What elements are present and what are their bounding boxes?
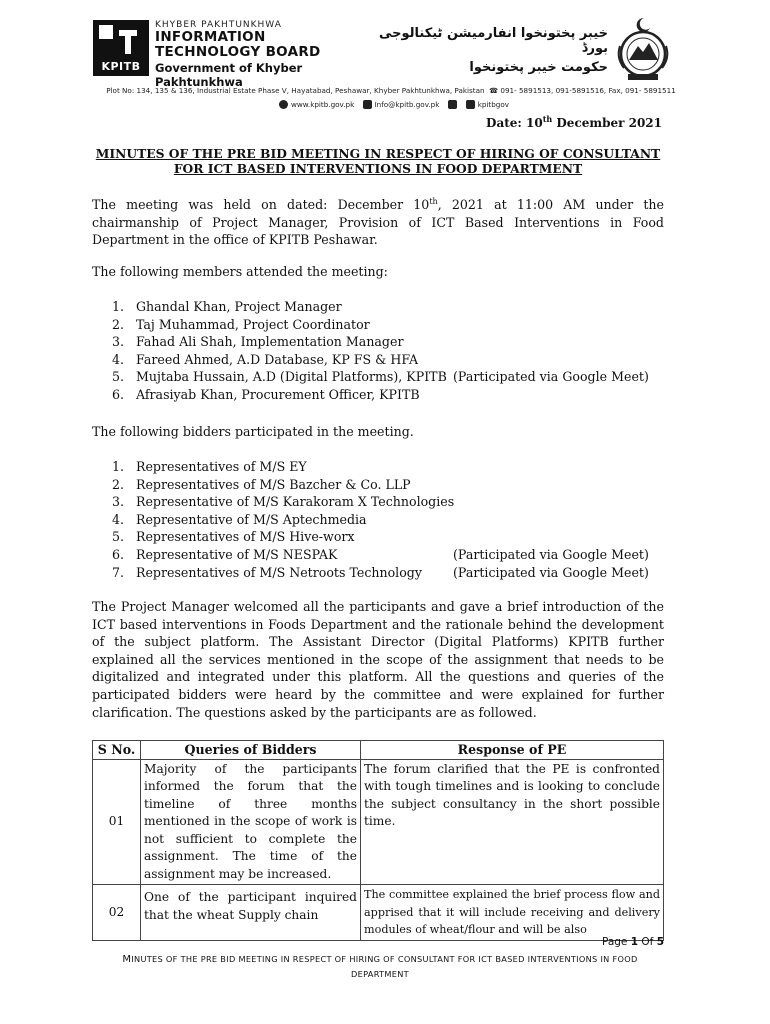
bidder-item xyxy=(112,476,672,494)
list-number: 6. xyxy=(112,546,125,562)
kpitb-logo-text: KPITB xyxy=(101,60,141,73)
page-of: Of xyxy=(638,936,657,948)
list-number: 5. xyxy=(112,529,125,545)
phone-icon: ☎ xyxy=(486,86,499,95)
row-response: The committee explained the brief process flow and apprised that it will include receiving and delivery modules of wheat/flour and will be also xyxy=(361,885,664,941)
list-number: 7. xyxy=(112,564,125,580)
list-text: Representative of M/S NESPAK xyxy=(136,546,338,562)
row-response: The forum clarified that the PE is confronted with tough timelines and is looking to conclude the subject consultancy in the short possible time. xyxy=(361,759,664,885)
list-text: Fareed Ahmed, A.D Database, KP FS & HFA xyxy=(136,351,419,367)
intro-text-2: , 2021 at 11:00 AM under the chairmanship of Project Manager, Provision of ICT Based Interventions in Food Department in the office of KPITB Peshawar. xyxy=(92,197,664,248)
intro-paragraph xyxy=(92,193,664,249)
facebook-icon xyxy=(448,100,457,109)
page-total: 5 xyxy=(656,936,664,948)
address-text: Plot No: 134, 135 & 136, Industrial Estate Phase V, Hayatabad, Peshawar, Khyber Pakhtunkhwa, Pakistan xyxy=(106,86,485,95)
date-suffix: th xyxy=(542,114,553,124)
kpitb-logo xyxy=(93,20,149,76)
bidder-item xyxy=(112,493,672,511)
list-text: Taj Muhammad, Project Coordinator xyxy=(136,316,370,332)
kp-government-emblem xyxy=(614,16,672,82)
list-text: Representatives of M/S EY xyxy=(136,459,307,474)
bidders-heading: The following bidders participated in the meeting. xyxy=(92,424,414,439)
list-number: 5. xyxy=(112,369,125,385)
table-header-row xyxy=(93,741,664,760)
footer-text: INUTES OF THE PRE BID MEETING IN RESPECT OF HIRING OF CONSULTANT FOR ICT BASED INTERVENTIONS IN FOOD DEPARTMENT xyxy=(131,954,638,979)
list-number: 4. xyxy=(112,511,125,527)
list-number: 2. xyxy=(112,316,125,332)
list-text: Mujtaba Hussain, A.D (Digital Platforms), KPITB xyxy=(136,369,447,385)
address-line xyxy=(96,86,686,95)
members-list xyxy=(112,298,672,404)
urdu-org-name: خیبر پختونخوا انفارمیشن ٹیکنالوجی بورڈ xyxy=(378,26,608,56)
list-text: Afrasiyab Khan, Procurement Officer, KPITB xyxy=(136,386,420,402)
member-item xyxy=(112,386,672,404)
list-number: 1. xyxy=(112,459,125,474)
members-heading: The following members attended the meeting: xyxy=(92,264,388,279)
list-text: Fahad Ali Shah, Implementation Manager xyxy=(136,334,404,350)
email-link[interactable]: Info@kpitb.gov.pk xyxy=(374,100,440,109)
mail-icon xyxy=(363,100,372,109)
list-text: Representative of M/S Aptechmedia xyxy=(136,511,367,527)
participation-note: (Participated via Google Meet) xyxy=(453,369,649,385)
bidder-item xyxy=(112,511,672,529)
bidders-list xyxy=(112,458,672,581)
date-label: Date: 10 xyxy=(486,116,543,130)
bidder-item xyxy=(112,528,672,546)
footer-first-letter: M xyxy=(122,954,132,965)
contact-line xyxy=(96,100,686,109)
list-text: Representatives of M/S Bazcher & Co. LLP xyxy=(136,476,411,492)
row-query: Majority of the participants informed the forum that the timeline of three months mentioned in the scope of work is not sufficient to complete the assignment. The time of the assignment may be increased. xyxy=(141,759,361,885)
header-sno: S No. xyxy=(93,741,141,760)
org-name-line2: TECHNOLOGY BOARD xyxy=(155,44,321,60)
org-region: KHYBER PAKHTUNKHWA xyxy=(155,20,282,30)
header-response: Response of PE xyxy=(361,741,664,760)
list-number: 4. xyxy=(112,351,125,367)
list-text: Representatives of M/S Netroots Technology xyxy=(136,564,422,580)
member-item xyxy=(112,368,672,386)
queries-table xyxy=(92,740,664,941)
intro-sup: th xyxy=(429,197,438,206)
list-text: Representatives of M/S Hive-worx xyxy=(136,529,355,545)
page-footer xyxy=(100,952,660,982)
letterhead-logo-block xyxy=(93,20,353,89)
participation-note: (Participated via Google Meet) xyxy=(453,546,649,562)
bidder-item xyxy=(112,458,672,476)
summary-paragraph: The Project Manager welcomed all the participants and gave a brief introduction of the ICT based interventions in Foods Department and the rationale behind the development of the subject platform. The Assistant Director (Digital Platforms) KPITB further explained all the services mentioned in the scope of the assignment that needs to be digitalized and integrated under this platform. All the questions and queries of the participated bidders were heard by the committee and were explained for further clarification. The questions asked by the participants are as followed. xyxy=(92,599,664,720)
website-link[interactable]: www.kpitb.gov.pk xyxy=(290,100,355,109)
phone-text: 091- 5891513, 091-5891516, Fax, 091- 5891511 xyxy=(500,86,676,95)
page-current: 1 xyxy=(630,936,639,948)
member-item xyxy=(112,298,672,316)
row-sno: 01 xyxy=(93,759,141,885)
table-row xyxy=(93,759,664,885)
table-row xyxy=(93,885,664,941)
member-item xyxy=(112,316,672,334)
list-number: 6. xyxy=(112,386,125,402)
page-number xyxy=(602,936,664,948)
globe-icon xyxy=(279,100,288,109)
member-item xyxy=(112,351,672,369)
twitter-icon xyxy=(466,100,475,109)
intro-text-1: The meeting was held on dated: December 10 xyxy=(92,197,430,213)
bidder-item xyxy=(112,546,672,564)
list-text: Ghandal Khan, Project Manager xyxy=(136,299,342,314)
list-number: 2. xyxy=(112,476,125,492)
row-query: One of the participant inquired that the wheat Supply chain xyxy=(141,885,361,941)
social-handle[interactable]: kpitbgov xyxy=(477,100,510,109)
bidder-item xyxy=(112,564,672,582)
document-title: MINUTES OF THE PRE BID MEETING IN RESPECT OF HIRING OF CONSULTANT FOR ICT BASED INTERVENTIONS IN FOOD DEPARTMENT xyxy=(95,146,661,176)
date-rest: December 2021 xyxy=(552,116,662,130)
participation-note: (Participated via Google Meet) xyxy=(453,564,649,580)
list-number: 1. xyxy=(112,299,125,314)
page-prefix: Page xyxy=(601,936,631,948)
member-item xyxy=(112,333,672,351)
list-number: 3. xyxy=(112,334,125,350)
list-number: 3. xyxy=(112,494,125,510)
row-sno: 02 xyxy=(93,885,141,941)
document-date xyxy=(486,114,662,130)
urdu-letterhead xyxy=(350,26,608,75)
org-name-line1: INFORMATION xyxy=(155,29,266,45)
urdu-government: حکومت خیبر پختونخوا xyxy=(469,60,608,75)
header-queries: Queries of Bidders xyxy=(141,741,361,760)
org-government: Government of Khyber Pakhtunkhwa xyxy=(155,61,303,89)
list-text: Representative of M/S Karakoram X Technologies xyxy=(136,494,455,510)
